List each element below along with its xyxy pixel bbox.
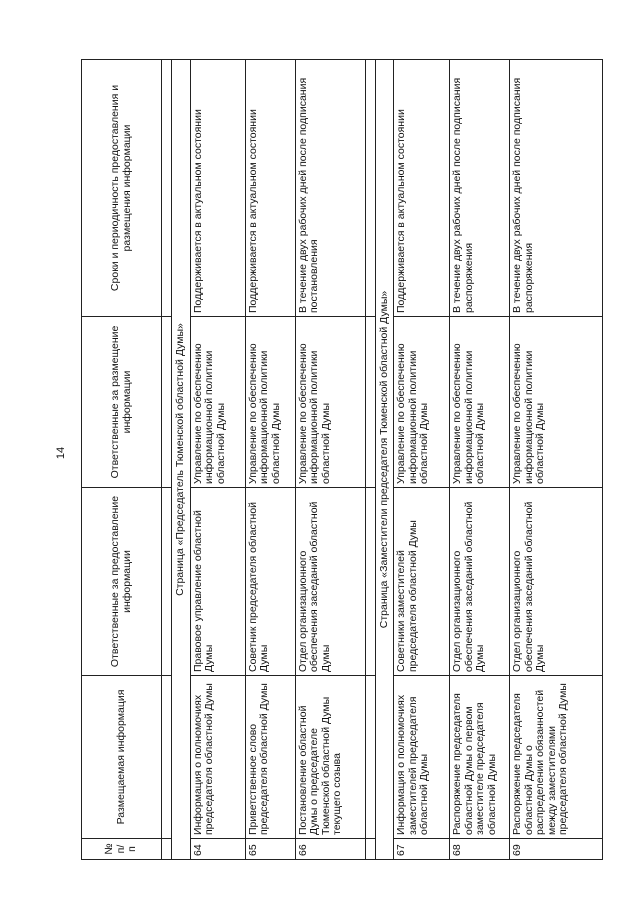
cell-num: 64 [190, 839, 245, 860]
cell-provide: Правовое управление областной Думы [190, 488, 245, 676]
cell-num: 65 [245, 839, 295, 860]
section-spacer [162, 60, 172, 860]
header-info: Размещаемая информация [82, 676, 162, 839]
cell-num: 69 [510, 839, 603, 860]
cell-provide: Отдел организационного обеспечения заседаний областной Думы [450, 488, 510, 676]
spacer-cell [162, 839, 172, 860]
spacer-cell [162, 317, 172, 488]
spacer-cell [365, 488, 375, 676]
section-spacer [365, 60, 375, 860]
cell-num: 68 [450, 839, 510, 860]
cell-num: 67 [394, 839, 450, 860]
spacer-cell [365, 676, 375, 839]
cell-terms: Поддерживается в актуальном состоянии [245, 60, 295, 317]
rotated-page [81, 60, 569, 860]
cell-terms: В течение двух рабочих дней после подписания постановления [295, 60, 365, 317]
header-provide: Ответственные за предоставление информации [82, 488, 162, 676]
spacer-cell [162, 488, 172, 676]
cell-place: Управление по обеспечению информационной политики областной Думы [190, 317, 245, 488]
cell-terms: Поддерживается в актуальном состоянии [190, 60, 245, 317]
table-row [394, 60, 450, 860]
cell-place: Управление по обеспечению информационной политики областной Думы [510, 317, 603, 488]
cell-info: Информация о полномочиях заместителей председателя областной Думы [394, 676, 450, 839]
cell-provide: Отдел организационного обеспечения заседаний областной Думы [510, 488, 603, 676]
spacer-cell [162, 60, 172, 317]
page-number: 14 [55, 446, 67, 460]
section-caption-row [375, 60, 394, 860]
info-table [81, 59, 603, 860]
header-num: № п/п [82, 839, 162, 860]
table-row [510, 60, 603, 860]
spacer-cell [365, 317, 375, 488]
cell-terms: В течение двух рабочих дней после подписания распоряжения [450, 60, 510, 317]
cell-info: Информация о полномочиях председателя областной Думы [190, 676, 245, 839]
spacer-cell [162, 676, 172, 839]
cell-info: Распоряжение председателя областной Думы о первом заместителе председателя областной Думы [450, 676, 510, 839]
table-row [450, 60, 510, 860]
section-caption-row [172, 60, 191, 860]
cell-provide: Советники заместителей председателя областной Думы [394, 488, 450, 676]
cell-place: Управление по обеспечению информационной политики областной Думы [245, 317, 295, 488]
section-caption: Страница «Заместители председателя Тюменской областной Думы» [375, 60, 394, 860]
table-row [245, 60, 295, 860]
cell-info: Распоряжение председателя областной Думы о распределении обязанностей между заместителями председателя областной Думы [510, 676, 603, 839]
cell-place: Управление по обеспечению информационной политики областной Думы [394, 317, 450, 488]
cell-terms: Поддерживается в актуальном состоянии [394, 60, 450, 317]
cell-num: 66 [295, 839, 365, 860]
cell-place: Управление по обеспечению информационной политики областной Думы [450, 317, 510, 488]
table-row [190, 60, 245, 860]
spacer-cell [365, 60, 375, 317]
section-caption: Страница «Председатель Тюменской областной Думы» [172, 60, 191, 860]
header-place: Ответственные за размещение информации [82, 317, 162, 488]
table-header-row [82, 60, 162, 860]
spacer-cell [365, 839, 375, 860]
cell-terms: В течение двух рабочих дней после подписания распоряжения [510, 60, 603, 317]
cell-info: Приветственное слово председателя областной Думы [245, 676, 295, 839]
cell-provide: Советник председателя областной Думы [245, 488, 295, 676]
cell-info: Постановление областной Думы о председателе Тюменской областной Думы текущего созыва [295, 676, 365, 839]
table-body [162, 60, 603, 860]
cell-provide: Отдел организационного обеспечения заседаний областной Думы [295, 488, 365, 676]
table-row [295, 60, 365, 860]
cell-place: Управление по обеспечению информационной политики областной Думы [295, 317, 365, 488]
header-terms: Сроки и периодичность предоставления и размещения информации [82, 60, 162, 317]
